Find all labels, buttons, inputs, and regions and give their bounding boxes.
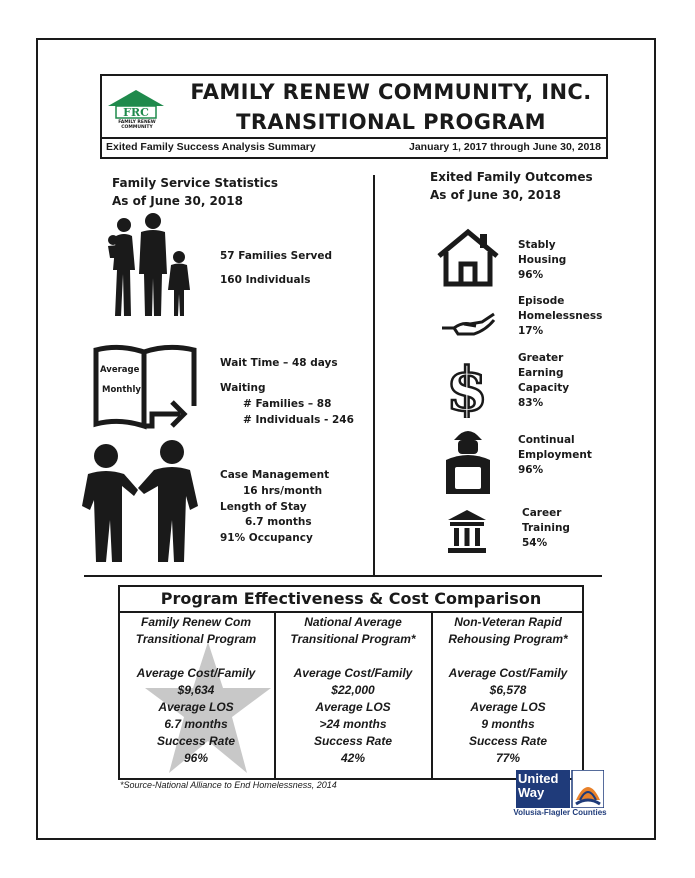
length-of-stay: Length of Stay xyxy=(220,501,307,513)
outcome-training-value: 54% xyxy=(522,537,548,549)
outcome-housing-value: 96% xyxy=(518,269,544,281)
col-rapid-los: 9 months xyxy=(481,717,535,731)
col-rapid-success-label: Success Rate xyxy=(468,734,548,748)
col-national-success-label: Success Rate xyxy=(313,734,393,748)
comparison-title-rule xyxy=(118,611,584,613)
org-name: FAMILY RENEW COMMUNITY, INC. xyxy=(190,80,592,104)
hand-icon xyxy=(440,306,496,336)
section-divider xyxy=(84,575,602,577)
outcome-earning-line1: Greater xyxy=(518,352,564,364)
families-served: 57 Families Served xyxy=(220,250,333,262)
col-frc-success-label: Success Rate xyxy=(156,734,236,748)
col-national-heading2: Transitional Program* xyxy=(290,632,416,646)
col-national-cost-label: Average Cost/Family xyxy=(293,666,413,680)
col-national-los-label: Average LOS xyxy=(315,700,391,714)
outcomes-title-line2: As of June 30, 2018 xyxy=(430,188,561,202)
case-hours: 16 hrs/month xyxy=(243,485,323,497)
waiting-label: Waiting xyxy=(220,382,266,394)
outcome-employment-line2: Employment xyxy=(518,449,592,461)
dollar-icon xyxy=(446,354,488,418)
book-label-average: Average xyxy=(100,365,140,375)
col-frc-success: 96% xyxy=(183,751,209,765)
col-rapid-cost-label: Average Cost/Family xyxy=(448,666,568,680)
comparison-col-frc xyxy=(121,614,271,767)
house-icon xyxy=(436,228,500,288)
col-frc-cost-label: Average Cost/Family xyxy=(136,666,256,680)
logo-letters: FRC xyxy=(123,106,149,119)
comparison-col-rapid xyxy=(433,614,583,767)
col-frc-cost: $9,634 xyxy=(177,683,215,697)
outcome-housing-line1: Stably xyxy=(518,239,556,251)
outcome-homelessness-value: 17% xyxy=(518,325,544,337)
outcome-homelessness-line1: Episode xyxy=(518,295,565,307)
outcomes-title-line1: Exited Family Outcomes xyxy=(430,170,593,184)
outcome-training-line2: Training xyxy=(522,522,570,534)
col-national-cost: $22,000 xyxy=(331,683,375,697)
individuals-count: 160 Individuals xyxy=(220,274,311,286)
col-national-los: >24 months xyxy=(319,717,387,731)
outcome-employment-value: 96% xyxy=(518,464,544,476)
outcome-earning-value: 83% xyxy=(518,397,544,409)
source-note: *Source-National Alliance to End Homelessness, 2014 xyxy=(120,780,337,790)
comparison-col-national xyxy=(278,614,428,767)
col-rapid-heading1: Non-Veteran Rapid xyxy=(454,615,562,629)
outcome-training xyxy=(522,506,570,551)
service-stats-title xyxy=(112,174,278,210)
comparison-title: Program Effectiveness & Cost Comparison xyxy=(160,589,542,608)
building-icon xyxy=(446,508,488,554)
outcomes-title xyxy=(430,168,593,204)
outcome-earning-line3: Capacity xyxy=(518,382,570,394)
outcome-housing xyxy=(518,238,566,283)
col-national-success: 42% xyxy=(340,751,366,765)
service-stats-title-line1: Family Service Statistics xyxy=(112,176,278,190)
column-divider xyxy=(373,175,375,575)
report-subtitle: Exited Family Success Analysis Summary xyxy=(106,141,316,153)
family-icon xyxy=(104,212,196,320)
handshake-icon xyxy=(78,440,200,564)
outcome-earning xyxy=(518,351,569,411)
outcome-housing-line2: Housing xyxy=(518,254,567,266)
case-management: Case Management xyxy=(220,469,330,481)
worker-icon xyxy=(444,424,492,496)
col-rapid-cost: $6,578 xyxy=(489,683,527,697)
waiting-families: # Families – 88 xyxy=(243,398,332,410)
outcome-training-line1: Career xyxy=(522,507,562,519)
book-label-monthly: Monthly xyxy=(102,385,141,395)
comparison-col-rule-1 xyxy=(274,611,276,780)
service-stats-title-line2: As of June 30, 2018 xyxy=(112,194,243,208)
outcome-earning-line2: Earning xyxy=(518,367,564,379)
outcome-homelessness-line2: Homelessness xyxy=(518,310,603,322)
col-frc-heading2: Transitional Program xyxy=(135,632,257,646)
col-national-heading1: National Average xyxy=(304,615,402,629)
svg-text:$: $ xyxy=(446,355,488,418)
outcome-employment-line1: Continual xyxy=(518,434,575,446)
program-name: TRANSITIONAL PROGRAM xyxy=(236,110,546,134)
col-rapid-success: 77% xyxy=(495,751,521,765)
col-rapid-los-label: Average LOS xyxy=(470,700,546,714)
report-date-range: January 1, 2017 through June 30, 2018 xyxy=(408,141,601,153)
united-way-line2: Way xyxy=(518,785,545,800)
wait-time: Wait Time – 48 days xyxy=(220,357,338,369)
outcome-homelessness xyxy=(518,294,602,339)
col-frc-los-label: Average LOS xyxy=(158,700,234,714)
col-frc-heading1: Family Renew Com xyxy=(140,615,252,629)
occupancy: 91% Occupancy xyxy=(220,532,313,544)
united-way-wordmark xyxy=(518,772,566,800)
col-frc-los: 6.7 months xyxy=(164,717,228,731)
stay-months: 6.7 months xyxy=(245,516,312,528)
united-way-line1: United xyxy=(518,771,559,786)
col-rapid-heading2: Rehousing Program* xyxy=(448,632,568,646)
united-way-subtitle: Volusia-Flagler Counties xyxy=(513,808,607,817)
waiting-individuals: # Individuals - 246 xyxy=(243,414,354,426)
outcome-employment xyxy=(518,433,592,478)
logo-caption: FAMILY RENEW COMMUNITY xyxy=(118,120,156,130)
